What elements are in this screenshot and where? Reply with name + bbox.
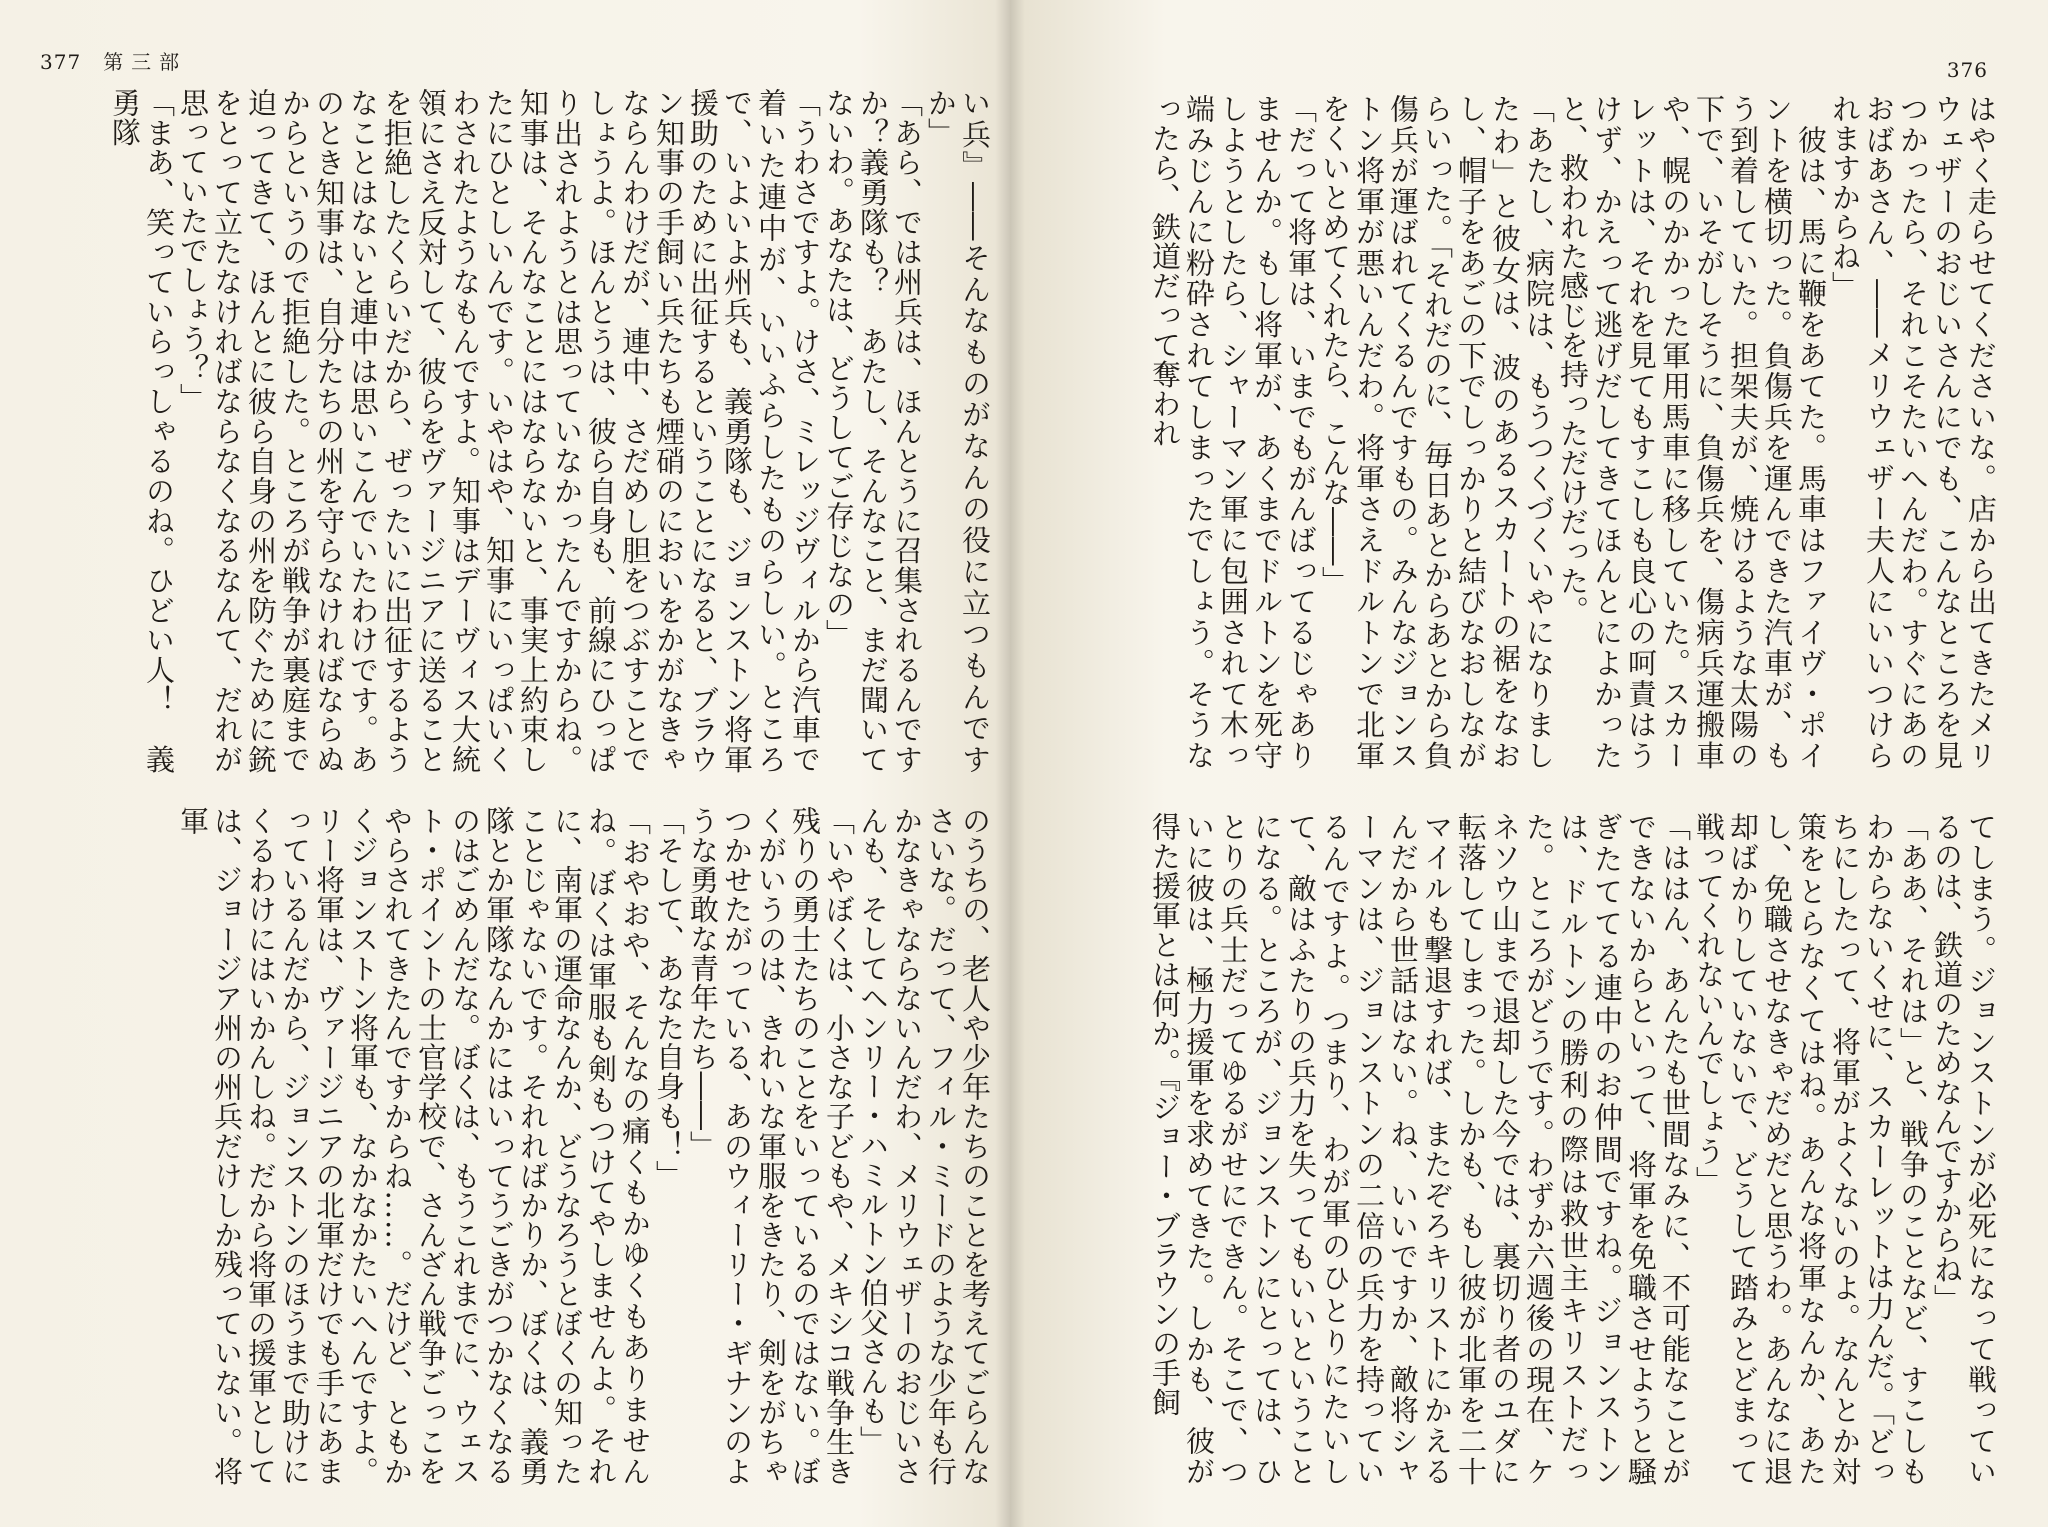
left-page-header [40, 46, 187, 75]
left-page-top-text: い兵』――そんなものがなんの役に立つもんですか」 「あら、では州兵は、ほんとうに召集されるんですか？義勇隊も？ あたし、そんなこと、まだ聞いてないわ。あなたは、どうしてご存じなの」 「うわさですよ。けさ、ミレッジヴィルから汽車で着いた連中が、いいふらしたものらしい。ところで、いよいよ州兵も、義勇隊も、ジョンストン将軍援助のために出征するということになると、ブラウン知事の手飼い兵たちも煙硝のにおいをかがなきゃならんわけだが、連中、さだめし胆をつぶすことでしょうよ。ほんとうは、彼ら自身も、前線にひっぱり出されようとは思っていなかったんですからね。知事は、そんなことにはならないと、事実上約束したにひとしいんです。いやはや、知事にいっぱいくわされたようなもんですよ。知事はデーヴィス大統領にさえ反対して、彼らをヴァージニアに送ることを拒絶したくらいだから、ぜったいに出征するようなことはないと連中は思いこんでいたわけです。あのとき知事は、自分たちの州を守らなければならぬからというので拒絶した。ところが戦争が裏庭まで迫ってきて、ほんとに彼ら自身の州を防ぐために銃をとって立たなければならなくなるなんて、だれが思っていたでしょう？」 「まあ、笑っていらっしゃるのね。ひどい人！ 義勇隊 [108, 88, 992, 774]
right-page-top-text: はやく走らせてくださいな。店から出てきたメリウェザーのおじいさんにでも、こんなところを見つかったら、それこそたいへんだわ。すぐにあのおばあさん、――メリウェザー夫人にいいつけられますからね」 彼は、馬に鞭をあてた。馬車はファイヴ・ポイントを横切った。負傷兵を運んできた汽車が、もう到着していた。担架夫が、焼けるような太陽の下で、いそがしそうに、負傷兵を、傷病兵運搬車や、幌のかかった軍用馬車に移していた。スカーレットは、それを見てもすこしも良心の呵責はうけず、かえって逃げだしてきてほんとによかったと、救われた感じを持っただけだった。 「あたし、病院は、もうつくづくいやになりましたわ」と彼女は、波のあるスカートの裾をなおし、帽子をあごの下でしっかりと結びなおしながらいった。「それだのに、毎日あとからあとから負傷兵が運ばれてくるんですもの。みんなジョンストン将軍が悪いんだわ。将軍さえドルトンで北軍をくいとめてくれたら、こんな――」 「だって将軍は、いまでもがんばってるじゃありませんか。もし将軍が、あくまでドルトンを死守しようとしたら、シャーマン軍に包囲されて木っ端みじんに粉砕されてしまったでしょう。そうなったら、鉄道だって奪われ [1148, 94, 1998, 770]
part-title: 第三部 [103, 50, 188, 74]
left-page-bottom-text: のうちの、老人や少年たちのことを考えてごらんなさいな。だって、フィル・ミードのような少年も行かなきゃならないんだわ、メリウェザーのおじいさんも、そしてヘンリー・ハミルトン伯父さんも」 「いやぼくは、小さな子どもや、メキシコ戦争生き残りの勇士たちのことをいっているのではない。ぼくがいうのは、きれいな軍服をきたり、剣をがちゃつかせたがっている、あのウィーリー・ギナンのような勇敢な青年たち――」 「そして、あなた自身も！」 「おやおや、そんなの痛くもかゆくもありませんね。ぼくは軍服も剣もつけてやしませんよ。それに、南軍の運命なんか、どうなろうとぼくの知ったことじゃないです。それればかりか、ぼくは、義勇隊とか軍隊なんかにはいってうごきがつかなくなるのはごめんだな。ぼくは、もうこれまでに、ウェスト・ポイントの士官学校で、さんざん戦争ごっこをやらされてきたんですからね……。だけど、ともかくジョンストン将軍も、なかなかたいへんですよ。リー将軍は、ヴァージニアの北軍だけでも手にあまっているんだから、ジョンストンのほうまで助けにくるわけにはいかんしね。だから将軍の援軍としては、ジョージア州の州兵だけしか残っていない。将軍 [176, 806, 992, 1486]
right-page-bottom-text: てしまう。ジョンストンが必死になって戦っているのは、鉄道のためなんですからね」 「ああ、それは」と、戦争のことなど、すこしもわからないくせに、スカーレットは力んだ。「どっちにしたって、将軍がよくないのよ。なんとか対策をとらなくてはね。あんな将軍なんか、あたし、免職させなきゃだめだと思うわ。あんなに退却ばかりしていないで、どうして踏みとどまって戦ってくれないんでしょう」 「ははん、あんたも世間なみに、不可能なことができないからといって、将軍を免職させようと騒ぎたててる連中のお仲間ですね。ジョンストンは、ドルトンの勝利の際は救世主キリストだった。ところがどうです。わずか六週後の現在、ケネソウ山まで退却した今では、裏切り者のユダに転落してしまった。しかも、もし彼が北軍を二十マイルも撃退すれば、またぞろキリストにかえるんだから世話はない。ね、いいですか、敵将シャーマンは、ジョンストンの二倍の兵力を持っているんですよ。つまり、わが軍のひとりにたいして、敵はふたりの兵力を失ってもいいということになる。ところが、ジョンストンにとっては、ひとりの兵士だってゆるがせにできん。そこで、ついに彼は、極力援軍を求めてきた。しかも、彼が得た援軍とは何か。『ジョー・ブラウンの手飼 [1148, 812, 1998, 1487]
right-page-number: 376 [1946, 58, 1988, 82]
left-page [0, 0, 1010, 1527]
left-page-number: 377 [40, 50, 82, 74]
book-gutter [995, 0, 1025, 1527]
